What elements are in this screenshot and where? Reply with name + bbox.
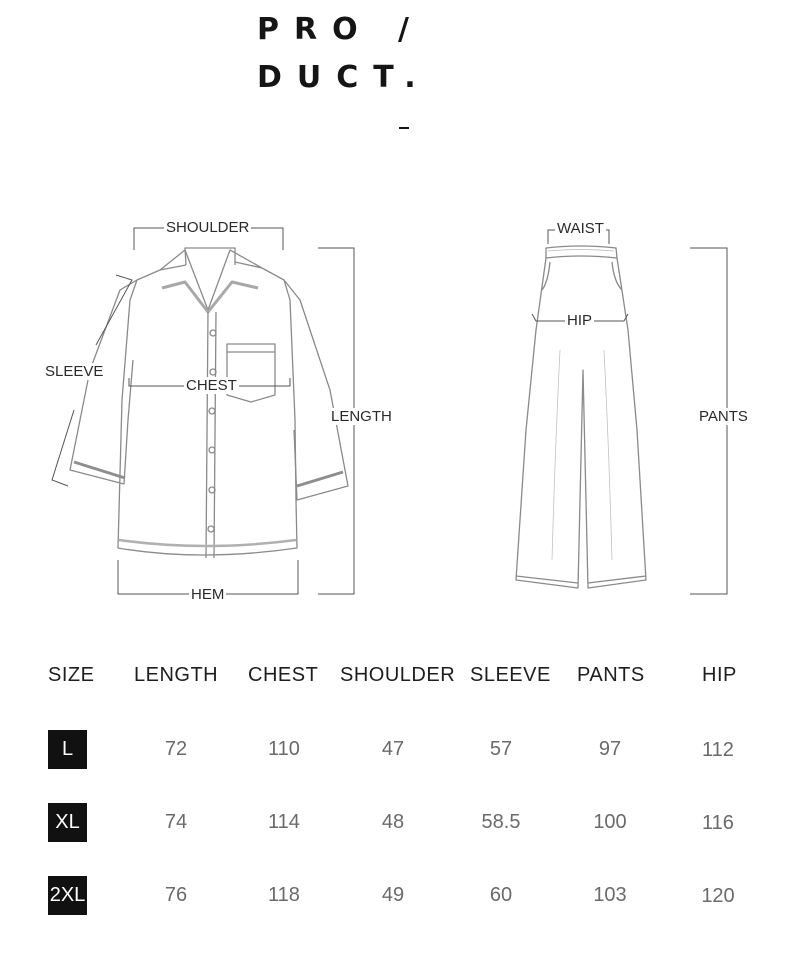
brand-title-line-1: PRO /	[257, 12, 424, 47]
cell-chest: 110	[268, 738, 300, 760]
cell-hip: 120	[701, 885, 735, 907]
size-badge: 2XL	[48, 876, 87, 915]
cell-length: 72	[164, 738, 188, 760]
cell-sleeve: 57	[489, 738, 513, 760]
header-size: SIZE	[48, 664, 95, 686]
header-shoulder: SHOULDER	[340, 664, 456, 686]
pants-illustration	[516, 246, 646, 588]
cell-pants: 103	[593, 884, 627, 906]
cell-length: 74	[164, 811, 188, 833]
size-badge: L	[48, 730, 87, 769]
label-sleeve: SLEEVE	[45, 363, 104, 380]
header-chest: CHEST	[248, 664, 319, 686]
cell-hip: 116	[702, 812, 734, 834]
cell-length: 76	[164, 884, 188, 906]
header-sleeve: SLEEVE	[470, 664, 551, 686]
label-hip: HIP	[567, 312, 593, 329]
label-pants: PANTS	[699, 408, 748, 425]
cell-pants: 100	[593, 811, 627, 833]
cell-hip: 112	[702, 739, 734, 761]
cell-chest: 118	[268, 884, 300, 906]
cell-sleeve: 60	[489, 884, 513, 906]
label-waist: WAIST	[557, 220, 604, 237]
brand-title-line-2: DUCT.	[257, 60, 431, 95]
shirt-illustration	[70, 248, 348, 558]
cell-chest: 114	[268, 811, 300, 833]
cell-shoulder: 49	[381, 884, 405, 906]
cell-shoulder: 48	[381, 811, 405, 833]
cell-shoulder: 47	[381, 738, 405, 760]
header-hip: HIP	[702, 664, 737, 686]
label-chest: CHEST	[186, 377, 237, 394]
label-length: LENGTH	[331, 408, 392, 425]
label-hem: HEM	[191, 586, 225, 603]
header-pants: PANTS	[577, 664, 645, 686]
cell-pants: 97	[598, 738, 622, 760]
header-length: LENGTH	[134, 664, 219, 686]
cell-sleeve: 58.5	[481, 811, 521, 833]
label-shoulder: SHOULDER	[166, 219, 250, 236]
size-badge: XL	[48, 803, 87, 842]
